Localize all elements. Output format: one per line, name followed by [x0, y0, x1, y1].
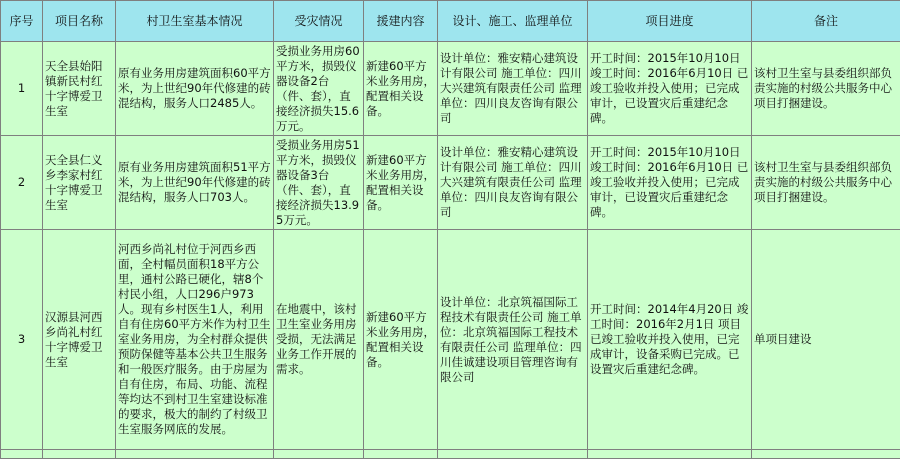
cell-no: 3	[1, 230, 43, 450]
cell-remark: 该村卫生室与县委组织部负责实施的村级公共服务中心项目打捆建设。	[752, 136, 900, 230]
cell-remark: 单项目建设	[752, 230, 900, 450]
table-row-partial	[1, 450, 900, 459]
cell-progress: 开工时间：2014年4月20日 竣工时间：2016年2月1日 项目已竣工验收并投入使用，已完成审计，设备采购已完成。已设置灾后重建纪念碑。	[588, 230, 752, 450]
cell-empty	[364, 450, 438, 459]
cell-damage: 在地震中，该村卫生室业务用房受损，无法满足业务工作开展的需求。	[274, 230, 364, 450]
cell-empty	[274, 450, 364, 459]
cell-name: 天全县仁义乡李家村红十字博爱卫生室	[43, 136, 116, 230]
cell-empty	[1, 450, 43, 459]
cell-basic: 原有业务用房建筑面积51平方米，为上世纪90年代修建的砖混结构，服务人口703人。	[116, 136, 274, 230]
cell-name: 天全县始阳镇新民村红十字博爱卫生室	[43, 42, 116, 136]
cell-no: 2	[1, 136, 43, 230]
cell-progress: 开工时间：2015年10月10日 竣工时间：2016年6月10日 已竣工验收并投入使用；已完成审计，已设置灾后重建纪念碑。	[588, 136, 752, 230]
cell-units: 设计单位：雅安精心建筑设计有限公司 施工单位：四川大兴建筑有限责任公司 监理单位：四川良友咨询有限公司	[438, 136, 588, 230]
header-content: 援建内容	[364, 1, 438, 42]
cell-units: 设计单位：北京筑福国际工程技术有限责任公司 施工单位：北京筑福国际工程技术有限责任公司 监理单位：四川佳诚建设项目管理咨询有限公司	[438, 230, 588, 450]
cell-damage: 受损业务用房51平方米，损毁仪器设备3台（件、套），直接经济损失13.95万元。	[274, 136, 364, 230]
cell-basic: 河西乡尚礼村位于河西乡西面，全村幅员面积18平方公里，通村公路已硬化，辖8个村民小组，人口296户973人。现有乡村医生1人，利用自有住房60平方米作为村卫生室业务用房，为全村群众提供预防保健等基本公共卫生服务和一般医疗服务。由于房屋为自有住房，布局、功能、流程等均达不到村卫生室建设标准的要求，极大的制约了村级卫生室服务网底的发展。	[116, 230, 274, 450]
table-row	[1, 42, 900, 136]
header-progress: 项目进度	[588, 1, 752, 42]
cell-empty	[438, 450, 588, 459]
cell-progress: 开工时间：2015年10月10日 竣工时间：2016年6月10日 已竣工验收并投入使用；已完成审计，已设置灾后重建纪念碑。	[588, 42, 752, 136]
cell-name: 汉源县河西乡尚礼村红十字博爱卫生室	[43, 230, 116, 450]
cell-remark: 该村卫生室与县委组织部负责实施的村级公共服务中心项目打捆建设。	[752, 42, 900, 136]
header-damage: 受灾情况	[274, 1, 364, 42]
header-remark: 备注	[752, 1, 900, 42]
cell-no: 1	[1, 42, 43, 136]
cell-content: 新建60平方米业务用房，配置相关设备。	[364, 42, 438, 136]
header-units: 设计、施工、监理单位	[438, 1, 588, 42]
header-no: 序号	[1, 1, 43, 42]
cell-basic: 原有业务用房建筑面积60平方米，为上世纪90年代修建的砖混结构，服务人口2485人。	[116, 42, 274, 136]
cell-empty	[43, 450, 116, 459]
table-row	[1, 136, 900, 230]
cell-content: 新建60平方米业务用房，配置相关设备。	[364, 136, 438, 230]
cell-units: 设计单位：雅安精心建筑设计有限公司 施工单位：四川大兴建筑有限责任公司 监理单位：四川良友咨询有限公司	[438, 42, 588, 136]
header-row	[1, 1, 900, 42]
cell-empty	[116, 450, 274, 459]
cell-damage: 受损业务用房60平方米，损毁仪器设备2台（件、套），直接经济损失15.6万元。	[274, 42, 364, 136]
cell-empty	[752, 450, 900, 459]
cell-empty	[588, 450, 752, 459]
cell-content: 新建60平方米业务用房，配置相关设备。	[364, 230, 438, 450]
header-basic: 村卫生室基本情况	[116, 1, 274, 42]
header-name: 项目名称	[43, 1, 116, 42]
table-row	[1, 230, 900, 450]
